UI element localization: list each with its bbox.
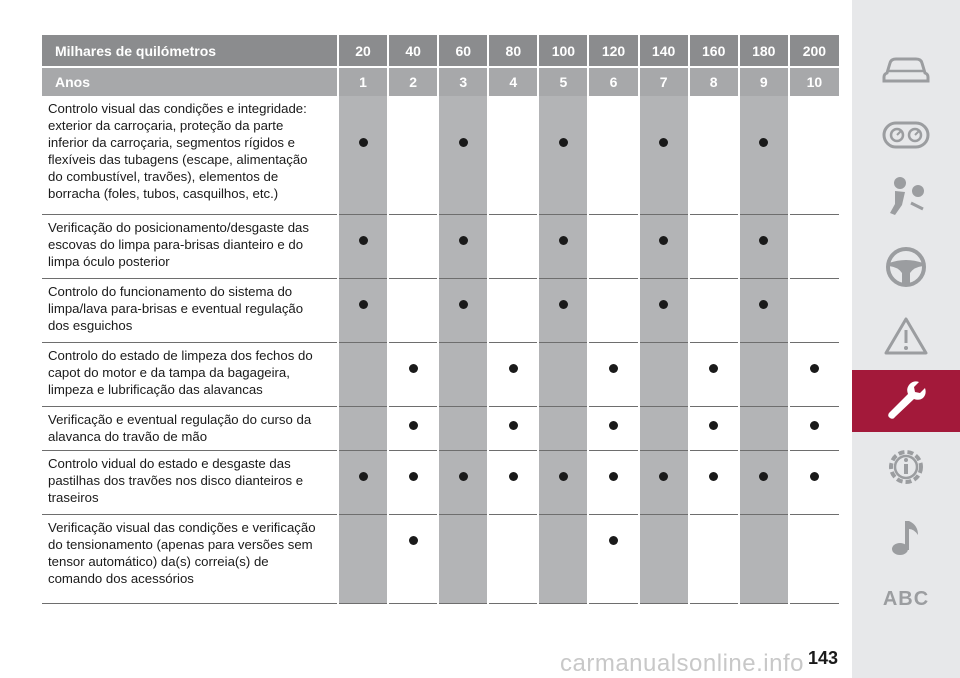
empty-cell [338,343,388,407]
bullet-dot-icon [659,138,668,147]
bullet-dot-icon [609,472,618,481]
sidebar-item-safety[interactable] [852,166,960,228]
bullet-dot-icon [759,236,768,245]
warning-triangle-icon [883,315,929,357]
maintenance-row [42,215,839,279]
empty-cell [789,515,839,604]
check-mark-cell [338,451,388,515]
sidebar-item-dashboard[interactable] [852,104,960,166]
maintenance-item-description: Verificação visual das condições e verificação do tensionamento (apenas para versões sem tensor automático) da(s) correia(s) de comando dos acessórios [42,515,338,604]
check-mark-cell [438,279,488,343]
year-value: 7 [639,67,689,96]
chapter-sidebar [852,0,960,678]
check-mark-cell [789,343,839,407]
bullet-dot-icon [409,364,418,373]
check-mark-cell [689,343,739,407]
wrench-icon [883,378,929,424]
bullet-dot-icon [509,364,518,373]
empty-cell [438,343,488,407]
bullet-dot-icon [509,421,518,430]
schedule-body [42,96,839,604]
empty-cell [789,96,839,215]
bullet-dot-icon [810,364,819,373]
maintenance-row [42,96,839,215]
empty-cell [588,96,638,215]
check-mark-cell [538,96,588,215]
empty-cell [388,215,438,279]
empty-cell [538,407,588,451]
check-mark-cell [388,407,438,451]
bullet-dot-icon [509,472,518,481]
maintenance-item-description: Verificação do posicionamento/desgaste das escovas do limpa para-brisas dianteiro e do limpa óculo posterior [42,215,338,279]
bullet-dot-icon [359,236,368,245]
km-value: 200 [789,35,839,67]
sidebar-item-multimedia[interactable] [852,506,960,568]
year-value: 8 [689,67,739,96]
empty-cell [689,96,739,215]
maintenance-row [42,515,839,604]
empty-cell [438,407,488,451]
km-value: 120 [588,35,638,67]
bullet-dot-icon [459,138,468,147]
year-value: 10 [789,67,839,96]
km-header-row [42,35,839,67]
check-mark-cell [739,279,789,343]
check-mark-cell [488,451,538,515]
maintenance-item-description: Verificação e eventual regulação do curso da alavanca do travão de mão [42,407,338,451]
check-mark-cell [388,451,438,515]
check-mark-cell [639,96,689,215]
check-mark-cell [488,407,538,451]
empty-cell [488,515,538,604]
empty-cell [488,279,538,343]
empty-cell [739,515,789,604]
bullet-dot-icon [359,300,368,309]
check-mark-cell [639,215,689,279]
maintenance-item-description: Controlo do funcionamento do sistema do limpa/lava para-brisas e eventual regulação dos esguichos [42,279,338,343]
km-value: 80 [488,35,538,67]
bullet-dot-icon [659,236,668,245]
check-mark-cell [388,515,438,604]
year-value: 5 [538,67,588,96]
year-value: 9 [739,67,789,96]
bullet-dot-icon [559,236,568,245]
bullet-dot-icon [359,138,368,147]
check-mark-cell [538,215,588,279]
info-gear-icon [883,444,929,490]
check-mark-cell [438,96,488,215]
bullet-dot-icon [709,421,718,430]
empty-cell [639,515,689,604]
bullet-dot-icon [709,364,718,373]
music-note-icon [888,515,924,559]
km-value: 60 [438,35,488,67]
bullet-dot-icon [759,300,768,309]
bullet-dot-icon [759,472,768,481]
km-value: 100 [538,35,588,67]
check-mark-cell [739,451,789,515]
empty-cell [438,515,488,604]
sidebar-item-emergency[interactable] [852,305,960,367]
year-value: 4 [488,67,538,96]
year-value: 3 [438,67,488,96]
years-header-label: Anos [42,67,338,96]
check-mark-cell [588,407,638,451]
empty-cell [639,343,689,407]
maintenance-item-description: Controlo do estado de limpeza dos fechos do capot do motor e da tampa da bagageira, limpeza e lubrificação das alavancas [42,343,338,407]
check-mark-cell [438,215,488,279]
bullet-dot-icon [459,236,468,245]
empty-cell [538,515,588,604]
bullet-dot-icon [810,472,819,481]
sidebar-item-maintenance[interactable] [852,370,960,432]
check-mark-cell [538,451,588,515]
bullet-dot-icon [609,536,618,545]
empty-cell [588,279,638,343]
sidebar-item-car[interactable] [852,38,960,100]
bullet-dot-icon [810,421,819,430]
check-mark-cell [338,215,388,279]
empty-cell [689,515,739,604]
empty-cell [588,215,638,279]
maintenance-schedule-table [42,35,839,604]
maintenance-row [42,279,839,343]
bullet-dot-icon [409,472,418,481]
airbag-passenger-icon [883,175,929,219]
bullet-dot-icon [609,421,618,430]
check-mark-cell [689,451,739,515]
km-value: 180 [739,35,789,67]
empty-cell [689,279,739,343]
check-mark-cell [689,407,739,451]
check-mark-cell [639,451,689,515]
maintenance-row [42,407,839,451]
check-mark-cell [588,343,638,407]
abc-index-label: ABC [882,587,930,610]
bullet-dot-icon [609,364,618,373]
car-icon [881,51,931,87]
empty-cell [338,407,388,451]
check-mark-cell [388,343,438,407]
check-mark-cell [488,343,538,407]
check-mark-cell [538,279,588,343]
check-mark-cell [338,96,388,215]
sidebar-item-technical-data[interactable] [852,436,960,498]
km-value: 160 [689,35,739,67]
empty-cell [789,279,839,343]
bullet-dot-icon [409,536,418,545]
check-mark-cell [588,451,638,515]
bullet-dot-icon [459,472,468,481]
bullet-dot-icon [659,472,668,481]
km-value: 20 [338,35,388,67]
bullet-dot-icon [659,300,668,309]
bullet-dot-icon [759,138,768,147]
bullet-dot-icon [459,300,468,309]
bullet-dot-icon [409,421,418,430]
bullet-dot-icon [709,472,718,481]
years-header-row [42,67,839,96]
year-value: 6 [588,67,638,96]
bullet-dot-icon [559,300,568,309]
dashboard-gauges-icon [881,118,931,152]
empty-cell [739,407,789,451]
km-value: 140 [639,35,689,67]
maintenance-item-description: Controlo visual das condições e integridade: exterior da carroçaria, proteção da parte inferior da carroçaria, segmentos rígidos e flexíveis das tubagens (escape, alimentação do combustível, travões), elementos de borracha (foles, tubos, casquilhos, etc.) [42,96,338,215]
sidebar-item-index[interactable] [852,568,960,630]
year-value: 2 [388,67,438,96]
empty-cell [388,279,438,343]
empty-cell [639,407,689,451]
check-mark-cell [338,279,388,343]
bullet-dot-icon [359,472,368,481]
bullet-dot-icon [559,138,568,147]
km-value: 40 [388,35,438,67]
sidebar-item-driving[interactable] [852,236,960,298]
check-mark-cell [639,279,689,343]
empty-cell [488,215,538,279]
km-header-label: Milhares de quilómetros [42,35,338,67]
empty-cell [338,515,388,604]
check-mark-cell [789,451,839,515]
watermark: carmanualsonline.info [560,650,804,677]
empty-cell [739,343,789,407]
maintenance-item-description: Controlo vidual do estado e desgaste das pastilhas dos travões nos disco dianteiros e traseiros [42,451,338,515]
check-mark-cell [739,215,789,279]
year-value: 1 [338,67,388,96]
check-mark-cell [438,451,488,515]
check-mark-cell [588,515,638,604]
empty-cell [488,96,538,215]
page-number: 143 [808,648,839,668]
bullet-dot-icon [559,472,568,481]
steering-wheel-icon [884,245,928,289]
empty-cell [538,343,588,407]
empty-cell [789,215,839,279]
empty-cell [689,215,739,279]
check-mark-cell [789,407,839,451]
maintenance-row [42,343,839,407]
empty-cell [388,96,438,215]
check-mark-cell [739,96,789,215]
maintenance-row [42,451,839,515]
